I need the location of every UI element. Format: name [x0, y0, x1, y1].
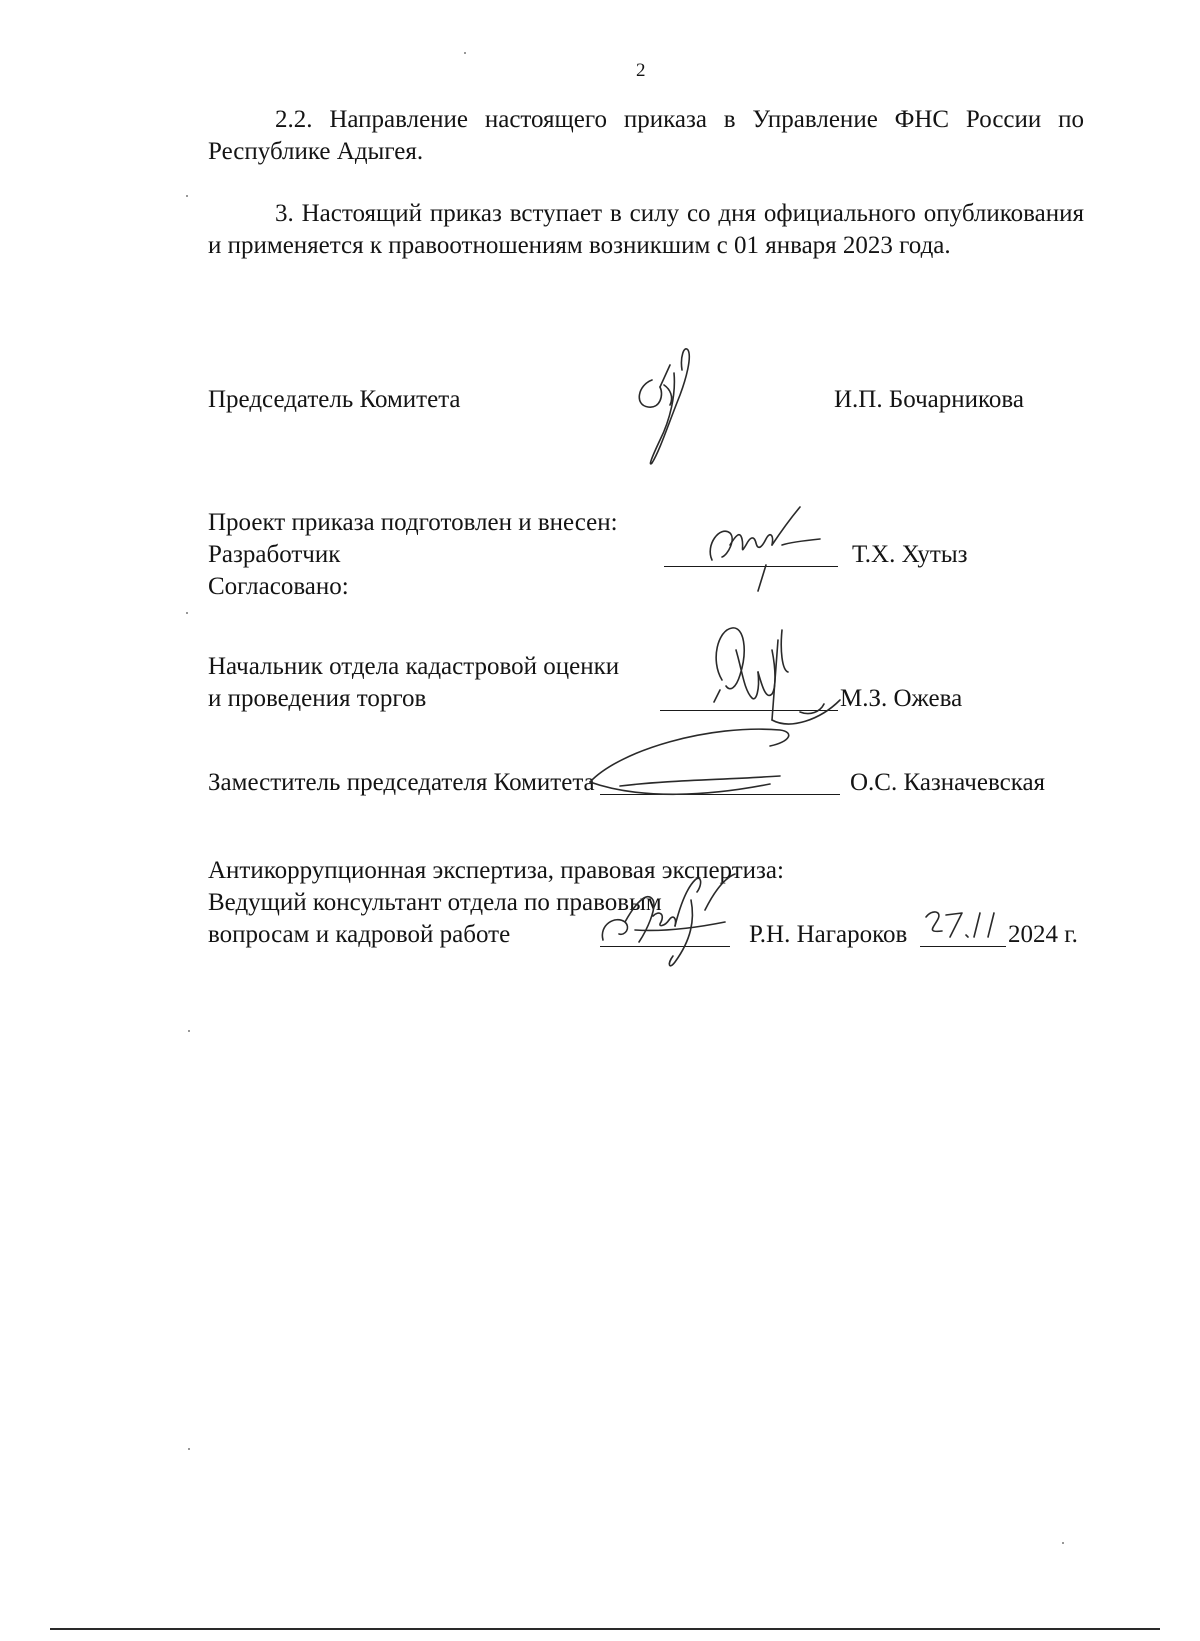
agreed-label: Согласовано:	[208, 573, 349, 600]
cadastral-position-line2: и проведения торгов	[208, 685, 427, 712]
expertise-position-line1: Ведущий консультант отдела по правовым	[208, 889, 662, 916]
scan-speck	[1062, 1542, 1064, 1544]
chairman-signature	[630, 345, 710, 470]
expertise-signature	[595, 870, 775, 970]
cadastral-position-line1: Начальник отдела кадастровой оценки	[208, 653, 620, 680]
cadastral-name: М.З. Ожева	[840, 685, 963, 712]
chairman-position: Председатель Комитета	[208, 386, 461, 413]
expertise-handwritten-date	[922, 905, 1006, 945]
developer-signature	[700, 505, 830, 595]
scan-speck	[464, 52, 466, 54]
paragraph-2-2: 2.2. Направление настоящего приказа в Управление ФНС России по Республике Адыгея.	[208, 106, 1084, 165]
expertise-position-line2: вопросам и кадровой работе	[208, 921, 511, 948]
bottom-scan-edge	[50, 1628, 1160, 1630]
developer-role: Разработчик	[208, 541, 341, 568]
expertise-name: Р.Н. Нагароков	[749, 921, 908, 948]
scan-speck	[188, 1030, 190, 1032]
deputy-position: Заместитель председателя Комитета	[208, 769, 595, 796]
expertise-year: 2024 г.	[1008, 921, 1078, 948]
deputy-name: О.С. Казначевская	[850, 769, 1046, 796]
scan-speck	[188, 1448, 190, 1450]
scan-speck	[186, 195, 188, 197]
prepared-heading: Проект приказа подготовлен и внесен:	[208, 509, 618, 536]
developer-name: Т.Х. Хутыз	[852, 541, 968, 568]
paragraph-3: 3. Настоящий приказ вступает в силу со дня официального опубликования и применяется к правоотношениям возникшим с 01 января 2023 года.	[208, 200, 1084, 259]
deputy-signature	[580, 720, 830, 800]
expertise-date-line	[920, 946, 1006, 947]
page-number: 2	[636, 60, 646, 81]
expertise-heading: Антикоррупционная экспертиза, правовая экспертиза:	[208, 857, 784, 884]
chairman-name: И.П. Бочарникова	[834, 386, 1024, 413]
scan-speck	[186, 612, 188, 614]
